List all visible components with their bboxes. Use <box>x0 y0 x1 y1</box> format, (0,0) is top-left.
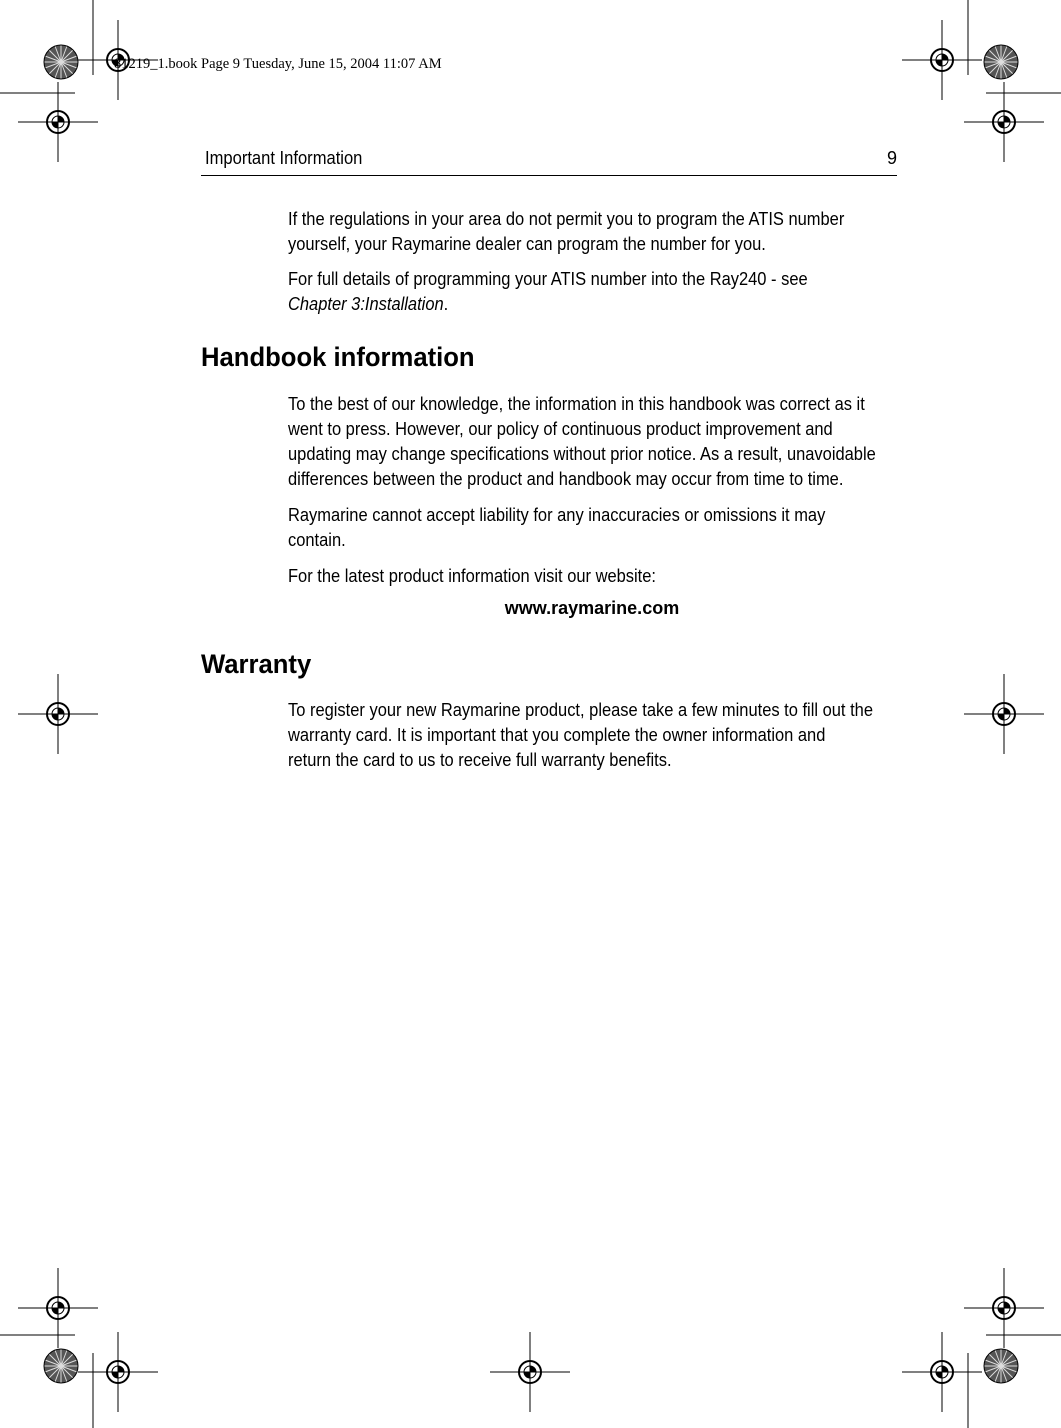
text-line: If the regulations in your area do not permit you to program the ATIS number <box>288 209 845 229</box>
text-line: differences between the product and handbook may occur from time to time. <box>288 469 844 489</box>
handbook-paragraph-2 <box>288 503 896 553</box>
handbook-heading: Handbook information <box>201 342 475 372</box>
intro-paragraph-1 <box>288 207 896 257</box>
text-line: . <box>443 294 449 314</box>
text-line: contain. <box>288 530 346 550</box>
handbook-paragraph-3: For the latest product information visit our website: <box>288 566 657 586</box>
text-line: To register your new Raymarine product, please take a few minutes to fill out the <box>288 700 873 720</box>
header-title: Important Information <box>205 148 363 168</box>
running-header <box>201 147 897 176</box>
print-slug-line: 81219_1.book Page 9 Tuesday, June 15, 2004 11:07 AM <box>114 56 442 72</box>
chapter-reference: Chapter 3:Installation <box>288 294 444 314</box>
text-line: Raymarine cannot accept liability for any inaccuracies or omissions it may <box>288 505 826 525</box>
text-line: went to press. However, our policy of continuous product improvement and <box>288 419 833 439</box>
text-line: To the best of our knowledge, the information in this handbook was correct as it <box>288 394 865 414</box>
text-line: yourself, your Raymarine dealer can program the number for you. <box>288 234 766 254</box>
warranty-paragraph <box>288 698 896 773</box>
handbook-paragraph-1 <box>288 392 896 492</box>
text-line: warranty card. It is important that you complete the owner information and <box>288 725 826 745</box>
intro-paragraph-2 <box>288 267 896 317</box>
text-line: For full details of programming your ATIS number into the Ray240 - see <box>288 269 808 289</box>
warranty-heading: Warranty <box>201 649 312 679</box>
website-url: www.raymarine.com <box>504 598 680 618</box>
text-line: return the card to us to receive full warranty benefits. <box>288 750 672 770</box>
text-line: updating may change specifications without prior notice. As a result, unavoidable <box>288 444 876 464</box>
page-number: 9 <box>886 148 897 168</box>
